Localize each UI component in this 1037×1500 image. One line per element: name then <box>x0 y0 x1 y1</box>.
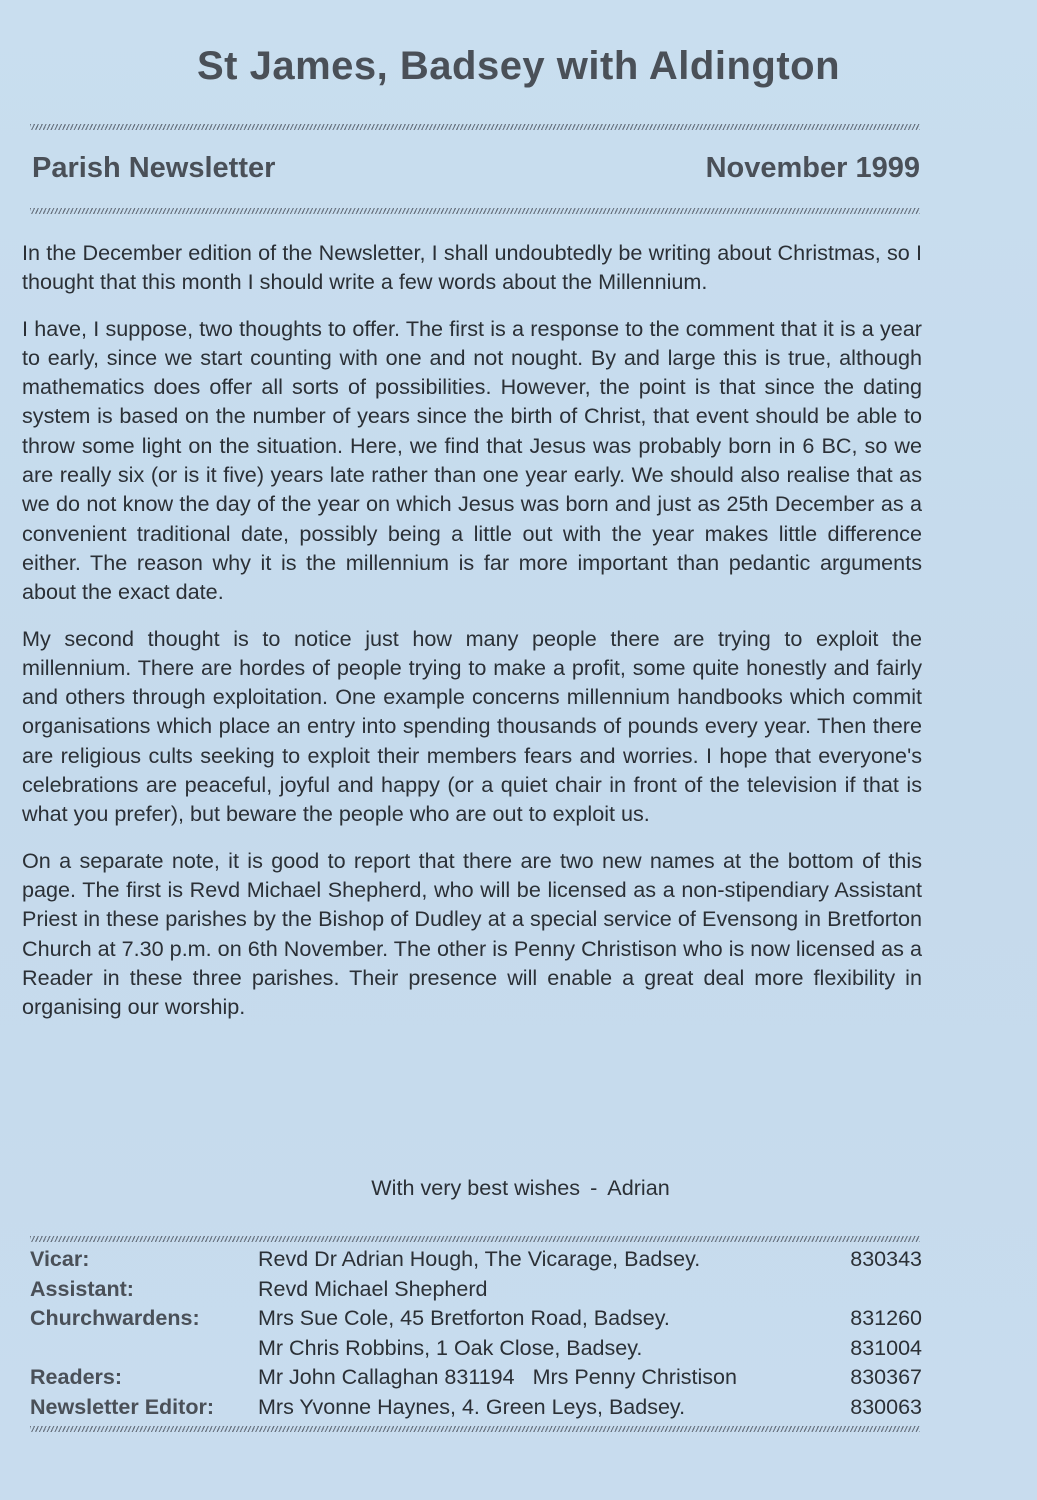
staff-row-churchwarden <box>30 1304 922 1334</box>
staff-row-assistant <box>30 1275 922 1305</box>
staff-detail: Mrs Yvonne Haynes, 4. Green Leys, Badsey. <box>258 1394 686 1419</box>
staff-row-vicar <box>30 1245 922 1275</box>
phone-number: 830367 <box>850 1365 922 1390</box>
phone-number: 830343 <box>850 1247 922 1272</box>
role-label: Newsletter Editor: <box>30 1394 214 1419</box>
staff-detail: Mr Chris Robbins, 1 Oak Close, Badsey. <box>258 1335 643 1360</box>
letter-body <box>22 238 922 1038</box>
paragraph: In the December edition of the Newsletter, I shall undoubtedly be writing about Christmas, so I thought that this month I should write a few words about the Millennium. <box>22 240 922 295</box>
role-label: Assistant: <box>30 1276 134 1301</box>
phone-number: 831004 <box>850 1335 922 1360</box>
divider <box>30 124 920 130</box>
reader-entry: Mrs Penny Christison <box>532 1365 737 1390</box>
role-label <box>30 1334 258 1364</box>
staff-row-churchwarden <box>30 1334 922 1364</box>
reader-entry: Mr John Callaghan 831194 <box>258 1365 515 1390</box>
staff-detail: Revd Dr Adrian Hough, The Vicarage, Badsey. <box>258 1247 701 1272</box>
role-label: Vicar: <box>30 1247 90 1272</box>
signoff-greeting: With very best wishes <box>371 1175 581 1200</box>
staff-directory <box>30 1245 922 1422</box>
page-title: St James, Badsey with Aldington <box>196 44 841 88</box>
signoff <box>0 1175 1037 1201</box>
newsletter-label: Parish Newsletter <box>32 152 276 184</box>
subheader <box>32 152 920 185</box>
signoff-separator: - <box>590 1175 598 1200</box>
divider <box>30 208 920 214</box>
staff-detail: Mrs Sue Cole, 45 Bretforton Road, Badsey. <box>258 1306 670 1331</box>
role-label: Churchwardens: <box>30 1306 200 1331</box>
phone-number: 830063 <box>850 1394 922 1419</box>
paragraph: On a separate note, it is good to report that there are two new names at the bottom of this page. The first is Revd Michael Shepherd, who will be licensed as a non-stipendiary Assistant Priest in these parishes by the Bishop of Dudley at a special service of Evensong in Bretforton Church at 7.30 p.m. on 6th November. The other is Penny Christison who is now licensed as a Reader in these three parishes. Their presence will enable a great deal more flexibility in organising our worship. <box>22 847 922 1020</box>
paragraph: I have, I suppose, two thoughts to offer. The first is a response to the comment that it is a year to early, since we start counting with one and not nought. By and large this is true, although mathematics does offer all sorts of possibilities. However, the point is that since the dating system is based on the number of years since the birth of Christ, that event should be able to throw some light on the situation. Here, we find that Jesus was probably born in 6 BC, so we are really six (or is it five) years late rather than one year early. We should also realise that as we do not know the day of the year on which Jesus was born and just as 25th December as a convenient traditional date, possibly being a little out with the year makes little difference either. The reason why it is the millennium is far more important than pedantic arguments about the exact date. <box>22 315 922 605</box>
staff-row-editor <box>30 1393 922 1423</box>
paragraph: My second thought is to notice just how many people there are trying to exploit the millennium. There are hordes of people trying to make a profit, some quite honestly and fairly and others through exploitation. One example concerns millennium handbooks which commit organisations which place an entry into spending thousands of pounds every year. Then there are religious cults seeking to exploit their members fears and worries. I hope that everyone's celebrations are peaceful, joyful and happy (or a quiet chair in front of the television if that is what you prefer), but beware the people who are out to exploit us. <box>22 625 922 827</box>
issue-date: November 1999 <box>705 152 920 184</box>
divider <box>30 1426 920 1432</box>
staff-detail: Revd Michael Shepherd <box>258 1276 488 1301</box>
role-label: Readers: <box>30 1365 123 1390</box>
phone-number <box>832 1275 922 1305</box>
divider <box>30 1236 920 1242</box>
phone-number: 831260 <box>850 1306 922 1331</box>
staff-detail <box>258 1363 832 1393</box>
signoff-name: Adrian <box>607 1175 670 1200</box>
staff-row-readers <box>30 1363 922 1393</box>
